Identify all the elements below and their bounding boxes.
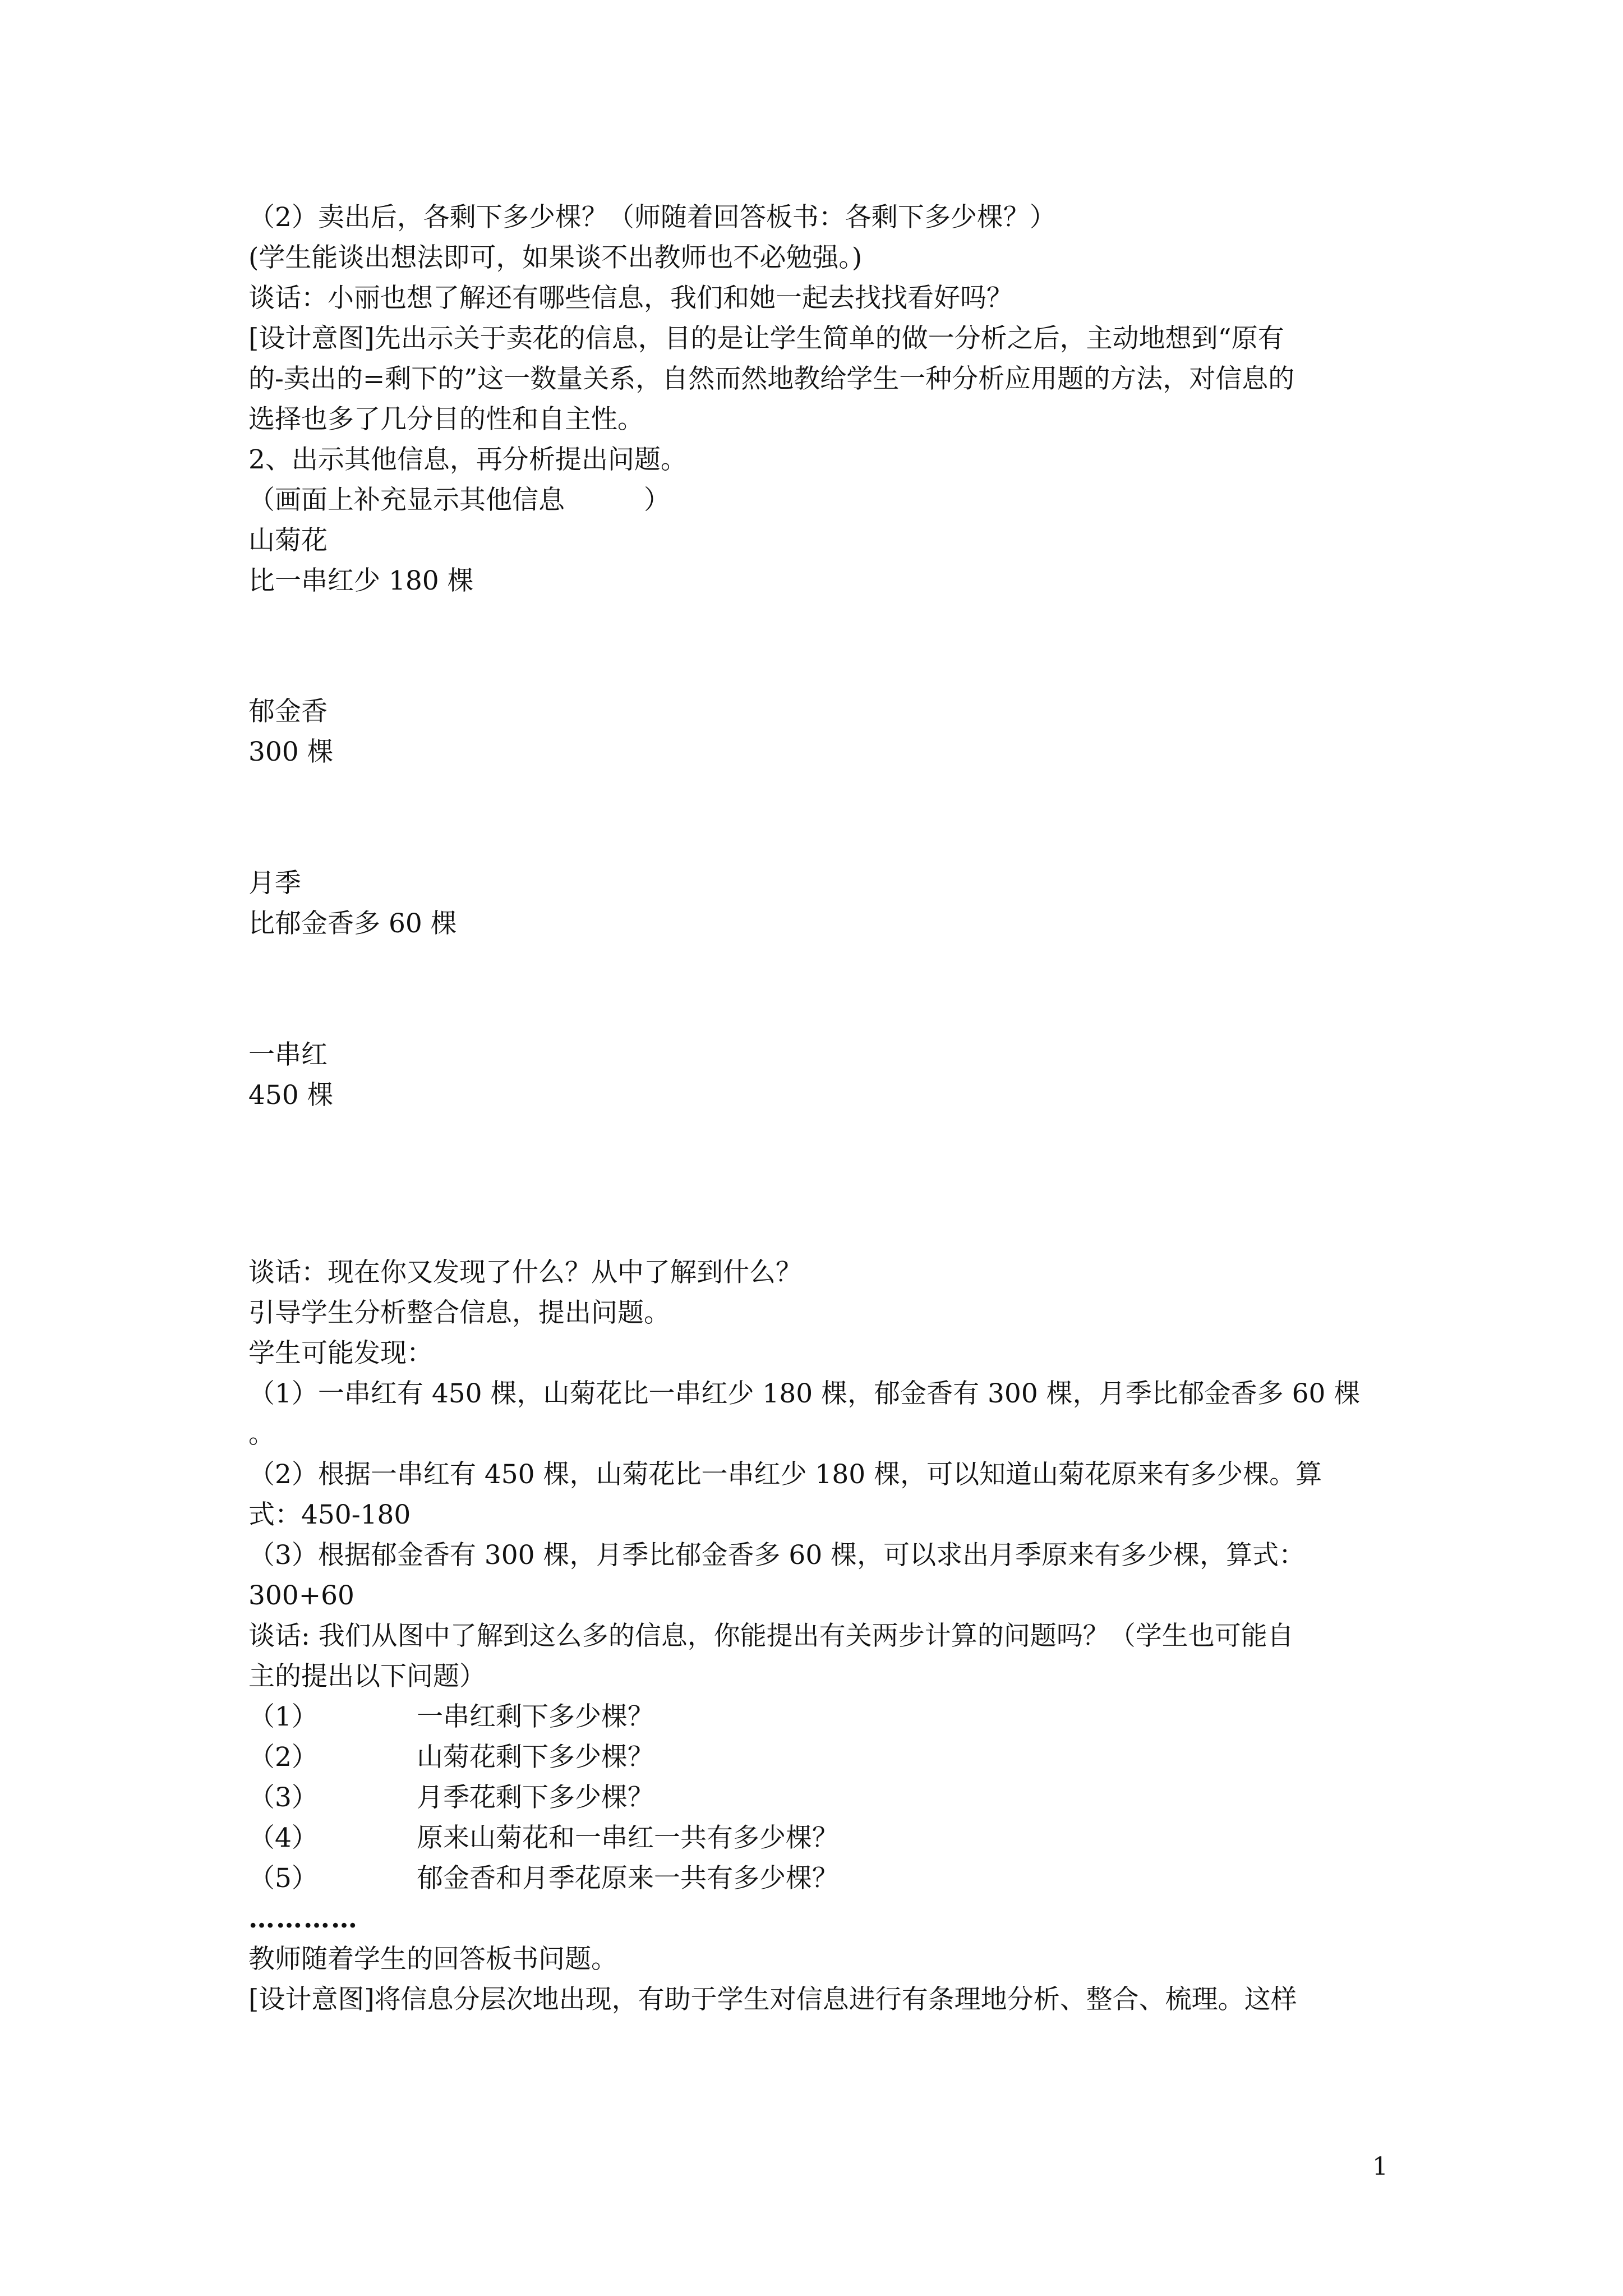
finding-2-formula: 式：450-180 bbox=[248, 1499, 411, 1530]
guide-students: 引导学生分析整合信息，提出问题。 bbox=[248, 1297, 670, 1328]
flower-info-shanjuhua: 比一串红少 180 棵 bbox=[248, 565, 474, 596]
question-text: 原来山菊花和一串红一共有多少棵？ bbox=[417, 1823, 838, 1853]
question-text: 一串红剩下多少棵？ bbox=[417, 1701, 654, 1732]
page-number: 1 bbox=[1372, 2152, 1388, 2181]
finding-2: （2）根据一串红有 450 棵，山菊花比一串红少 180 棵，可以知道山菊花原来有多少棵。算 bbox=[248, 1459, 1322, 1490]
design-intent-line-2: 的-卖出的=剩下的”这一数量关系，自然而然地教给学生一种分析应用题的方法，对信息的 bbox=[248, 364, 1295, 394]
possible-findings-label: 学生可能发现： bbox=[248, 1338, 433, 1369]
design-intent-line-3: 选择也多了几分目的性和自主性。 bbox=[248, 404, 644, 435]
teacher-note: (学生能谈出想法即可，如果谈不出教师也不必勉强。) bbox=[248, 242, 863, 273]
finding-1: （1）一串红有 450 棵，山菊花比一串红少 180 棵，郁金香有 300 棵，月季比郁金香多 60 棵 bbox=[248, 1378, 1361, 1409]
dialogue-two-step-cont: 主的提出以下问题） bbox=[248, 1661, 486, 1692]
question-remaining: （2）卖出后，各剩下多少棵？（师随着回答板书：各剩下多少棵？） bbox=[248, 202, 1056, 233]
flower-info-yujinxiang: 300 棵 bbox=[248, 737, 334, 767]
design-intent-line-1: [设计意图]先出示关于卖花的信息，目的是让学生简单的做一分析之后，主动地想到“原有 bbox=[248, 323, 1284, 354]
dialogue-two-step: 谈话: 我们从图中了解到这么多的信息，你能提出有关两步计算的问题吗？（学生也可能自 bbox=[248, 1621, 1294, 1651]
flower-name-yichuanhong: 一串红 bbox=[248, 1039, 328, 1070]
question-text: 郁金香和月季花原来一共有多少棵？ bbox=[417, 1863, 838, 1894]
design-intent-layered: [设计意图]将信息分层次地出现，有助于学生对信息进行有条理地分析、整合、梳理。这样 bbox=[248, 1984, 1297, 2015]
flower-name-shanjuhua: 山菊花 bbox=[248, 525, 328, 556]
list-item bbox=[248, 1779, 654, 1816]
finding-1-end: 。 bbox=[248, 1419, 275, 1450]
list-item bbox=[248, 1739, 654, 1776]
question-number: （2） bbox=[248, 1742, 318, 1773]
question-number: （1） bbox=[248, 1701, 318, 1732]
list-item bbox=[248, 1820, 838, 1857]
ellipsis: ………… bbox=[248, 1903, 358, 1934]
dialogue-discovery: 谈话：现在你又发现了什么？从中了解到什么？ bbox=[248, 1257, 802, 1288]
question-number: （4） bbox=[248, 1823, 318, 1853]
step-2-heading: 2、出示其他信息，再分析提出问题。 bbox=[248, 444, 687, 475]
teacher-board-note: 教师随着学生的回答板书问题。 bbox=[248, 1944, 617, 1975]
dialogue-xiaoli: 谈话：小丽也想了解还有哪些信息，我们和她一起去找找看好吗？ bbox=[248, 283, 1013, 314]
finding-3-formula: 300+60 bbox=[248, 1580, 354, 1611]
flower-info-yichuanhong: 450 棵 bbox=[248, 1080, 334, 1111]
question-number: （3） bbox=[248, 1782, 318, 1813]
question-text: 山菊花剩下多少棵？ bbox=[417, 1742, 654, 1773]
screen-supplement-note: （画面上补充显示其他信息 ） bbox=[248, 485, 670, 516]
flower-name-yueji: 月季 bbox=[248, 868, 301, 899]
list-item bbox=[248, 1699, 654, 1736]
finding-3: （3）根据郁金香有 300 棵，月季比郁金香多 60 棵，可以求出月季原来有多少棵，算式： bbox=[248, 1540, 1306, 1571]
question-number: （5） bbox=[248, 1863, 318, 1894]
flower-info-yueji: 比郁金香多 60 棵 bbox=[248, 908, 457, 939]
flower-name-yujinxiang: 郁金香 bbox=[248, 696, 328, 727]
question-text: 月季花剩下多少棵？ bbox=[417, 1782, 654, 1813]
list-item bbox=[248, 1860, 838, 1897]
